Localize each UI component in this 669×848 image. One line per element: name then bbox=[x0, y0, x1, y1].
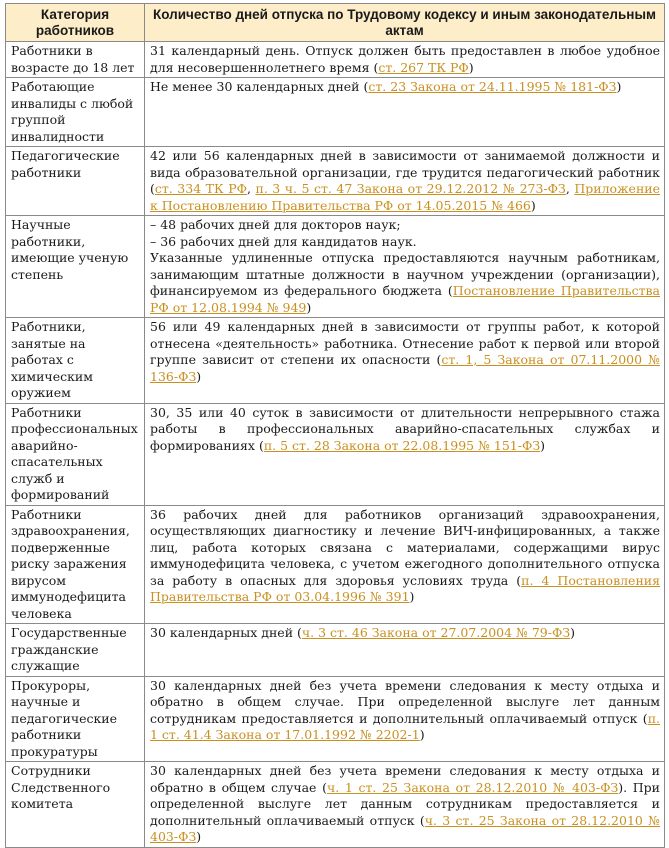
days-cell bbox=[145, 403, 665, 505]
category-cell: Работающие инвалиды с любой группой инвалидности bbox=[6, 78, 145, 147]
cell-text: 30 календарных дней без учета времени следования к месту отдыха и обратно в общем случае. При определенной выслуге лет данным сотрудникам предоставляется и дополнительный оплачиваемый отпуск ( bbox=[150, 677, 660, 726]
category-cell: Сотрудники Следственного комитета bbox=[6, 762, 145, 848]
law-link[interactable]: Постановление Правительства РФ от 12.08.1994 № 949 bbox=[150, 283, 660, 315]
header-row bbox=[6, 4, 665, 42]
cell-text: ). При определенной выслуге лет данным сотрудникам предоставляется и дополнительный оплачиваемый отпуск ( bbox=[150, 779, 660, 828]
table-row bbox=[6, 403, 665, 505]
table-row bbox=[6, 318, 665, 404]
category-cell: Прокуроры, научные и педагогические работники прокуратуры bbox=[6, 676, 145, 762]
law-link[interactable]: п. 4 Постановления Правительства РФ от 03.04.1996 № 391 bbox=[150, 572, 660, 604]
law-link[interactable]: ч. 3 ст. 46 Закона от 27.07.2004 № 79-ФЗ bbox=[301, 625, 571, 640]
cell-text: ) bbox=[616, 79, 622, 94]
category-cell: Научные работники, имеющие ученую степень bbox=[6, 216, 145, 318]
cell-text: ) bbox=[570, 625, 576, 640]
cell-line: – 48 рабочих дней для докторов наук; bbox=[150, 217, 401, 232]
days-cell bbox=[145, 676, 665, 762]
cell-text: 56 или 49 календарных дней в зависимости от группы работ, к которой отнесена «деятельность» работника. Отнесение работ к первой или второй группе зависит от степени их опасности ( bbox=[150, 319, 660, 367]
law-link[interactable]: ч. 1 ст. 25 Закона от 28.12.2010 № 403-ФЗ bbox=[326, 779, 619, 795]
table-row bbox=[6, 762, 665, 848]
cell-text: ) bbox=[306, 299, 312, 315]
header-days: Количество дней отпуска по Трудовому кодексу и иным законодательным актам bbox=[145, 4, 665, 42]
cell-line: – 36 рабочих дней для кандидатов наук. bbox=[150, 233, 417, 249]
law-link[interactable]: п. 5 ст. 28 Закона от 22.08.1995 № 151-ФЗ bbox=[263, 437, 541, 453]
days-cell bbox=[145, 318, 665, 404]
law-link[interactable]: Приложение к Постановлению Правительства РФ от 14.05.2015 № 466 bbox=[150, 181, 661, 213]
law-link[interactable]: ст. 1, 5 Закона от 07.11.2000 № 136-ФЗ bbox=[150, 352, 661, 384]
cell-text: , bbox=[246, 181, 256, 196]
cell-text: 31 календарный день. Отпуск должен быть предоставлен в любое удобное для несовершеннолетнего время ( bbox=[150, 43, 660, 75]
table-row bbox=[6, 676, 665, 762]
law-link[interactable]: п. 1 ст. 41.4 Закона от 17.01.1992 № 2202-1 bbox=[150, 710, 660, 742]
cell-text: Указанные удлиненные отпуска предоставляются научным работникам, занимающим штатные должности в научном учреждении (организации), финансируемом из федерального бюджета ( bbox=[150, 250, 660, 298]
table-row bbox=[6, 147, 665, 216]
days-cell bbox=[145, 762, 665, 848]
category-cell: Работники, занятые на работах с химическим оружием bbox=[6, 318, 145, 404]
days-cell bbox=[145, 78, 665, 147]
table-row bbox=[6, 505, 665, 624]
table-row bbox=[6, 624, 665, 677]
vacation-table bbox=[5, 3, 665, 848]
law-link[interactable]: ч. 3 ст. 25 Закона от 28.12.2010 № 403-ФЗ bbox=[150, 812, 660, 844]
days-cell bbox=[145, 42, 665, 78]
cell-text: 30, 35 или 40 суток в зависимости от длительности непрерывного стажа работы в профессиональных аварийно-спасательных службах и формированиях ( bbox=[150, 404, 660, 453]
category-cell: Государственные гражданские служащие bbox=[6, 624, 145, 677]
cell-text: ) bbox=[409, 589, 415, 604]
cell-text: ) bbox=[530, 197, 536, 213]
law-link[interactable]: ст. 23 Закона от 24.11.1995 № 181-ФЗ bbox=[368, 79, 617, 94]
category-cell: Педагогические работники bbox=[6, 147, 145, 216]
header-category: Категория работников bbox=[6, 4, 145, 42]
days-cell bbox=[145, 624, 665, 677]
law-link[interactable]: п. 3 ч. 5 ст. 47 Закона от 29.12.2012 № 273-ФЗ bbox=[255, 181, 566, 196]
law-link[interactable]: ст. 267 ТК РФ bbox=[378, 59, 469, 75]
cell-text: 30 календарных дней без учета времени следования к месту отдыха и обратно в общем случае ( bbox=[150, 763, 660, 795]
category-cell: Работники в возрасте до 18 лет bbox=[6, 42, 145, 78]
cell-text: ) bbox=[468, 59, 474, 75]
table-row bbox=[6, 42, 665, 78]
cell-text: ) bbox=[196, 829, 202, 844]
table-row bbox=[6, 216, 665, 318]
cell-text: 36 рабочих дней для работников организаций здравоохранения, осуществляющих диагностику и лечение ВИЧ-инфицированных, а также лиц, работа которых связана с материалами, содержащими вирус иммунодефицита человека, с учетом ежегодного дополнительного отпуска за работу в опасных для здоровья условиях труда ( bbox=[150, 506, 660, 588]
days-cell bbox=[145, 505, 665, 624]
cell-text: 42 или 56 календарных дней в зависимости от занимаемой должности и вида образовательной организации, где трудится педагогический работник ( bbox=[150, 148, 660, 196]
category-cell: Работники здравоохранения, подверженные риску заражения вирусом иммунодефицита человека bbox=[6, 505, 145, 624]
table-row bbox=[6, 78, 665, 147]
days-cell bbox=[145, 147, 665, 216]
cell-text: Не менее 30 календарных дней ( bbox=[150, 79, 369, 94]
law-link[interactable]: ст. 334 ТК РФ bbox=[154, 181, 247, 196]
category-cell: Работники профессиональных аварийно-спасательных служб и формирований bbox=[6, 403, 145, 505]
cell-text: ) bbox=[196, 368, 202, 384]
cell-text: 30 календарных дней ( bbox=[150, 625, 302, 640]
cell-text: ) bbox=[540, 437, 546, 453]
days-cell bbox=[145, 216, 665, 318]
cell-text: ) bbox=[419, 727, 425, 742]
cell-text: , bbox=[565, 181, 575, 196]
